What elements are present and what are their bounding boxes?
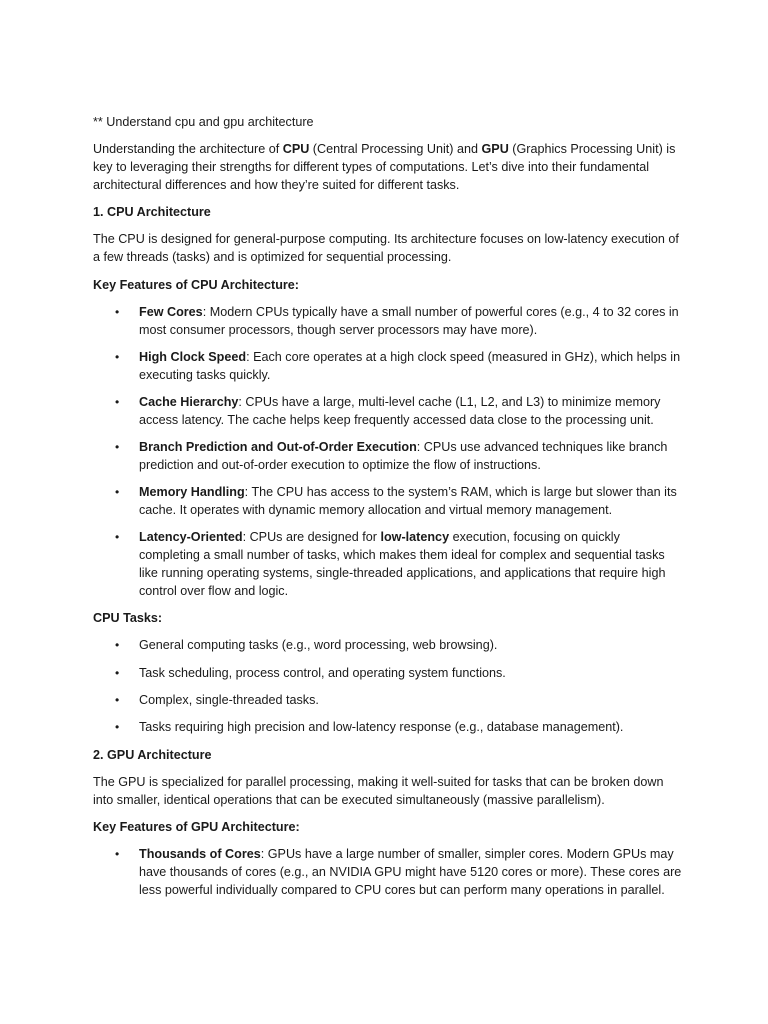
list-item — [93, 349, 683, 385]
feature-term: High Clock Speed — [139, 349, 247, 364]
cpu-features-list — [93, 304, 683, 601]
feature-term: Latency-Oriented — [139, 530, 243, 545]
bullet-icon: • — [115, 638, 120, 653]
list-item — [93, 304, 683, 340]
list-item — [93, 394, 683, 430]
bullet-icon: • — [115, 395, 120, 410]
feature-term: Memory Handling — [139, 485, 245, 500]
feature-term: Few Cores — [139, 304, 203, 319]
list-item — [93, 692, 683, 710]
cpu-features-heading: Key Features of CPU Architecture: — [93, 277, 299, 292]
gpu-features-list — [93, 846, 683, 899]
feature-text: : CPUs have a large, multi-level cache (L1, L2, and L3) to minimize memory access latency. The cache helps keep frequently accessed data close to the processing unit. — [139, 395, 661, 427]
bullet-icon: • — [115, 720, 120, 735]
bullet-icon: • — [115, 692, 120, 707]
feature-text: execution, focusing on quickly completing a small number of tasks, which makes them ideal for complex and sequential tasks like running operating systems, single-threaded applications, and applications that require high control over flow and logic. — [139, 530, 666, 598]
intro-text-2: (Central Processing Unit) and — [309, 142, 482, 157]
feature-text: : GPUs have a large number of smaller, simpler cores. Modern GPUs may have thousands of cores (e.g., an NVIDIA GPU might have 5120 cores or more). These cores are less powerful individually compared to CPU cores but can perform many operations in parallel. — [139, 847, 682, 897]
gpu-description: The GPU is specialized for parallel processing, making it well-suited for tasks that can be broken down into smaller, identical operations that can be executed simultaneously (massive parallelism). — [93, 774, 664, 807]
bullet-icon: • — [115, 440, 120, 455]
cpu-tasks-heading: CPU Tasks: — [93, 611, 163, 626]
document-page — [93, 114, 683, 909]
feature-text: : Modern CPUs typically have a small number of powerful cores (e.g., 4 to 32 cores in most consumer processors, though server processors may have more). — [139, 304, 679, 337]
feature-text: : The CPU has access to the system’s RAM, which is large but slower than its cache. It operates with dynamic memory allocation and virtual memory management. — [139, 485, 677, 518]
intro-gpu-bold: GPU — [481, 142, 509, 157]
list-item — [93, 484, 683, 520]
bullet-icon: • — [115, 485, 120, 500]
gpu-section-heading: 2. GPU Architecture — [93, 747, 212, 762]
task-text: Complex, single-threaded tasks. — [139, 692, 319, 707]
bullet-icon: • — [115, 349, 120, 364]
feature-term: Cache Hierarchy — [139, 395, 239, 410]
cpu-section-heading: 1. CPU Architecture — [93, 205, 211, 220]
task-text: Task scheduling, process control, and operating system functions. — [139, 665, 506, 680]
gpu-features-heading: Key Features of GPU Architecture: — [93, 819, 300, 834]
intro-text-1: Understanding the architecture of — [93, 142, 283, 157]
list-item — [93, 529, 683, 600]
list-item — [93, 665, 683, 683]
document-title: ** Understand cpu and gpu architecture — [93, 115, 314, 129]
list-item — [93, 439, 683, 475]
feature-emphasis: low-latency — [380, 530, 450, 545]
cpu-description: The CPU is designed for general-purpose computing. Its architecture focuses on low-latency execution of a few threads (tasks) and is optimized for sequential processing. — [93, 232, 679, 265]
feature-term: Branch Prediction and Out-of-Order Execution — [139, 440, 417, 455]
bullet-icon: • — [115, 530, 120, 545]
feature-text: : Each core operates at a high clock speed (measured in GHz), which helps in executing tasks quickly. — [139, 349, 681, 382]
intro-text-3: (Graphics Processing Unit) is key to leveraging their strengths for different types of computations. Let’s dive into their fundamental architectural differences and how they’re suited for different tasks. — [93, 142, 676, 192]
intro-cpu-bold: CPU — [282, 142, 310, 157]
feature-term: Thousands of Cores — [139, 847, 261, 862]
task-text: Tasks requiring high precision and low-latency response (e.g., database management). — [139, 720, 624, 735]
list-item — [93, 637, 683, 655]
cpu-tasks-list — [93, 637, 683, 737]
bullet-icon: • — [115, 304, 120, 319]
list-item — [93, 846, 683, 899]
list-item — [93, 719, 683, 737]
task-text: General computing tasks (e.g., word processing, web browsing). — [139, 638, 498, 653]
feature-text: : CPUs use advanced techniques like branch prediction and out-of-order execution to optimize the flow of instructions. — [139, 440, 668, 472]
bullet-icon: • — [115, 665, 120, 680]
feature-text: : CPUs are designed for — [242, 530, 381, 545]
bullet-icon: • — [115, 847, 120, 862]
intro-paragraph — [93, 141, 683, 194]
